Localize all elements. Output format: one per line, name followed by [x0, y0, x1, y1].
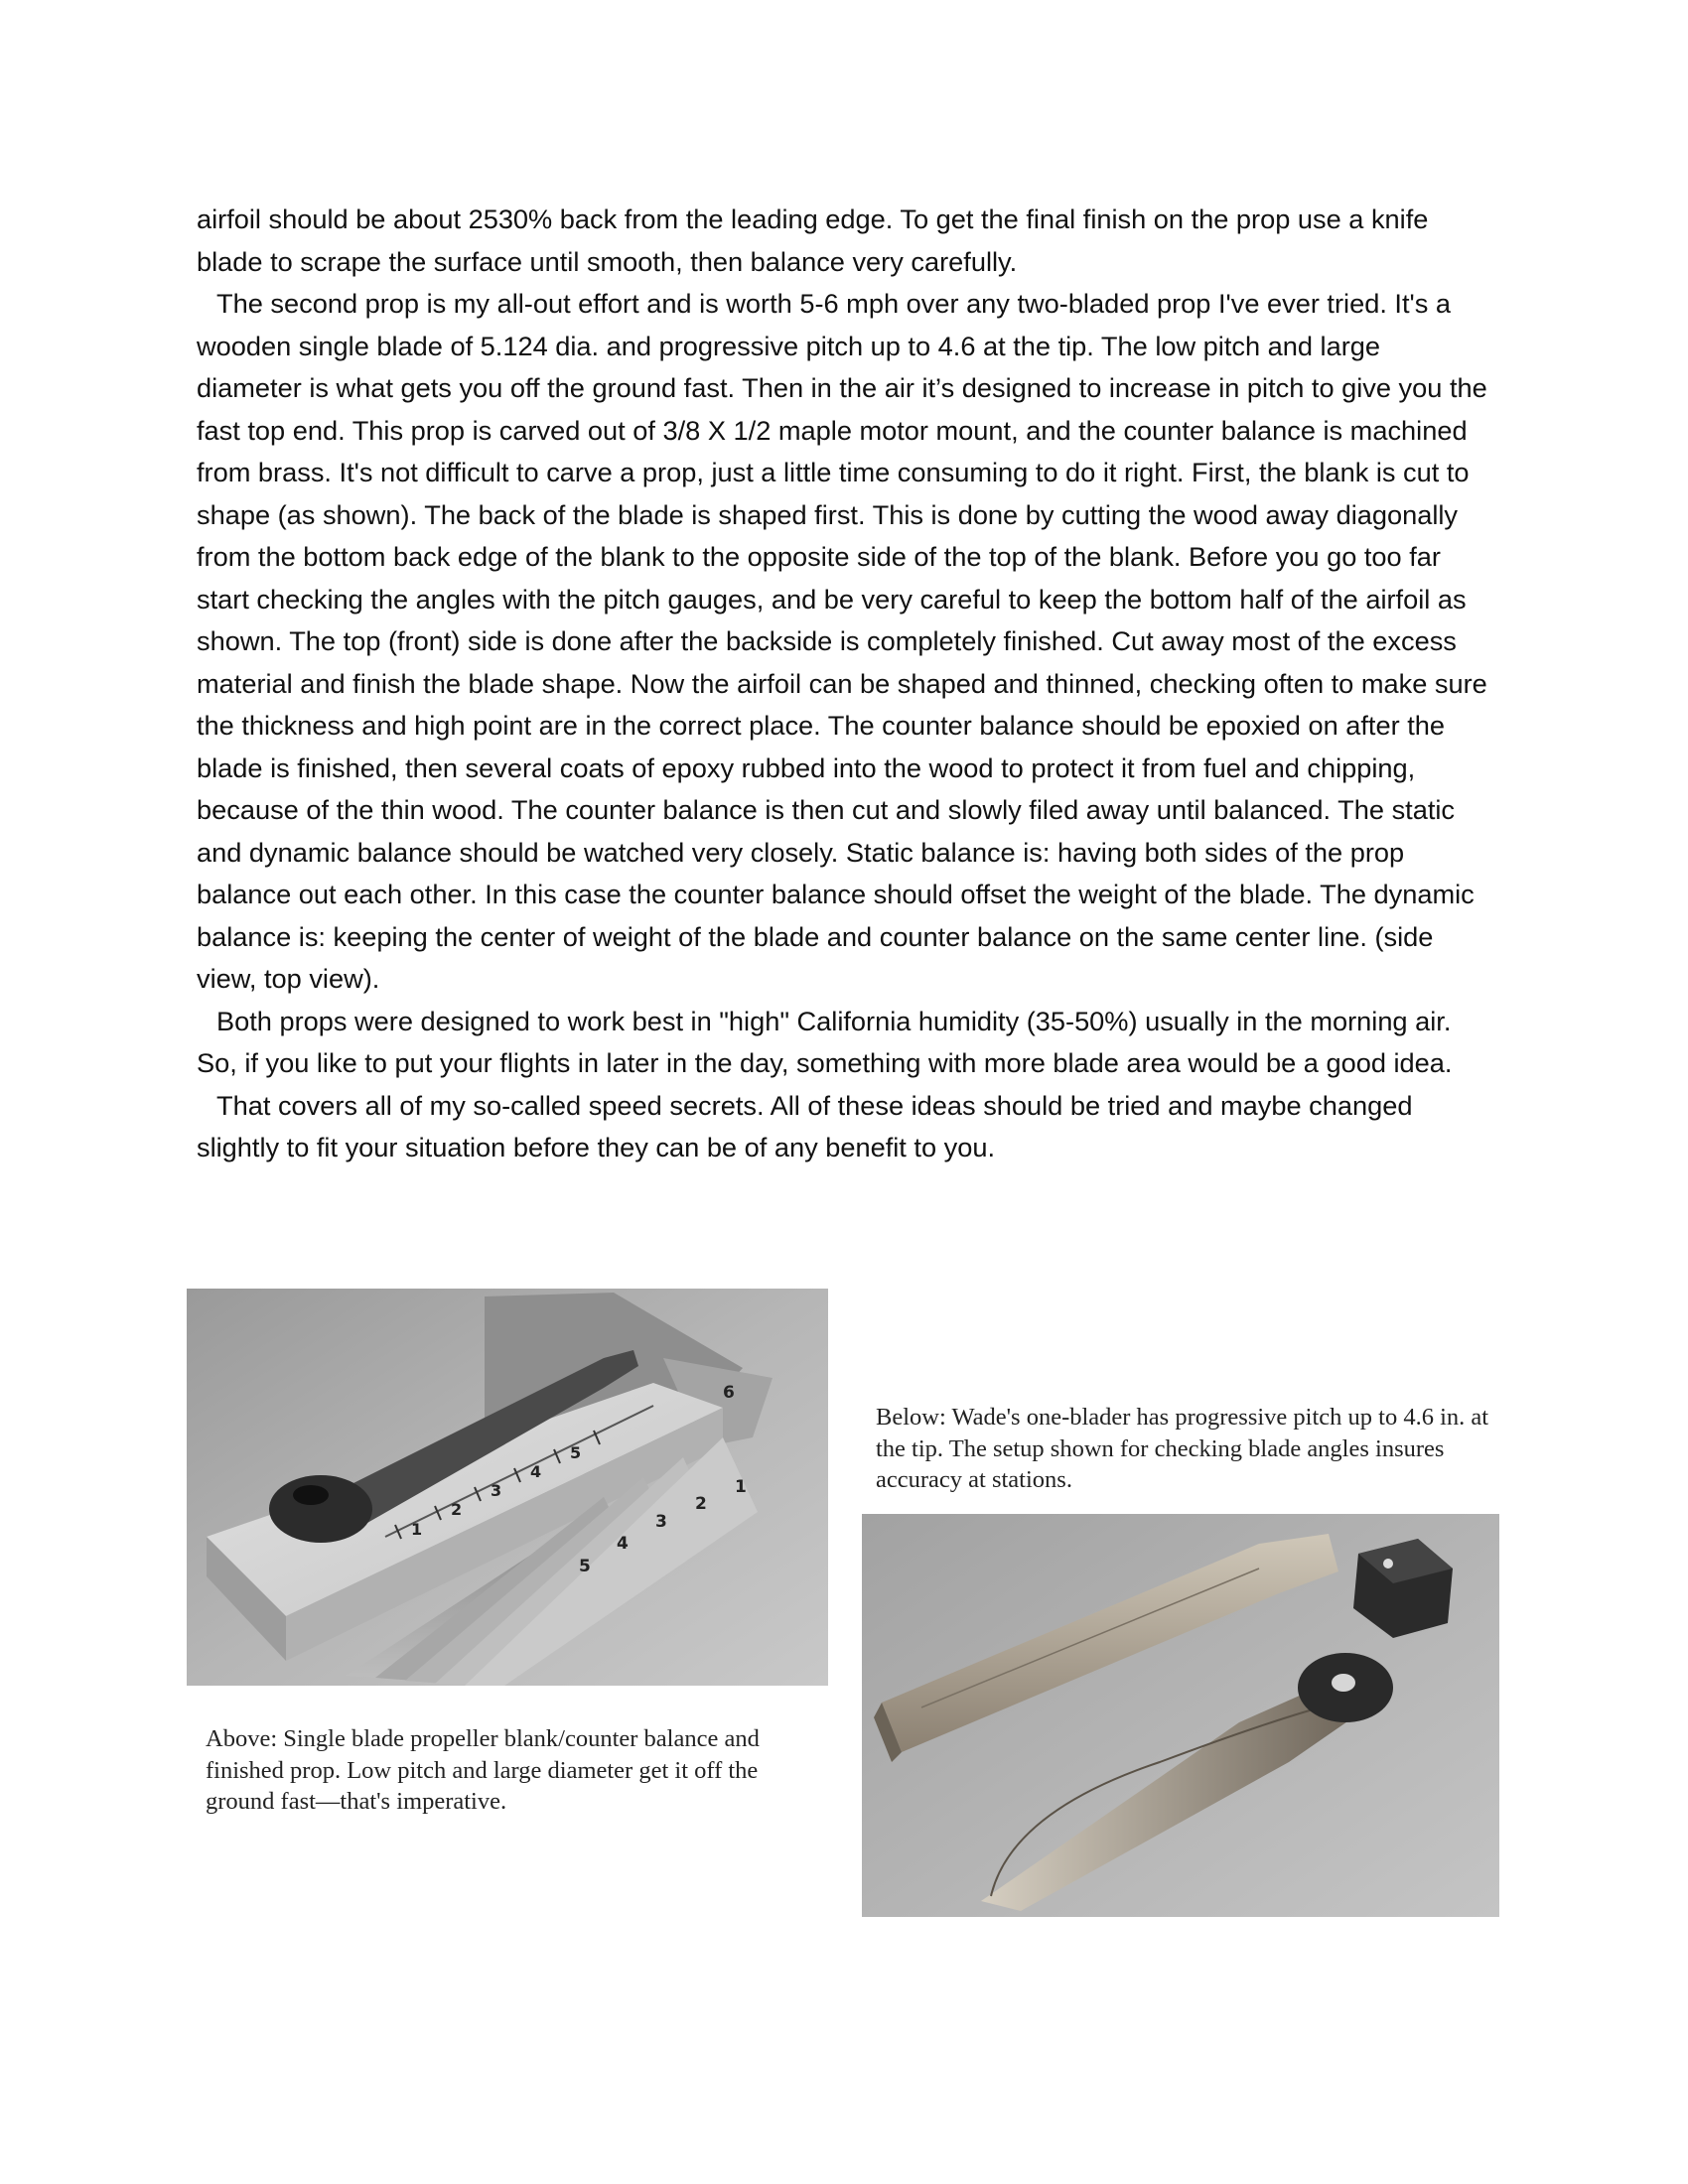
gauge-number: 1 — [735, 1477, 747, 1497]
scale-number: 4 — [530, 1462, 542, 1481]
paragraph: airfoil should be about 2530% back from the leading edge. To get the final finish on the prop use a knife blade to scrape the surface until smooth, then balance very carefully. — [197, 204, 1429, 277]
scale-number: 2 — [451, 1500, 463, 1519]
propeller-photo — [862, 1514, 1499, 1917]
gauge-number: 6 — [723, 1383, 735, 1403]
scale-number: 3 — [491, 1481, 502, 1500]
paragraph: The second prop is my all-out effort and is worth 5-6 mph over any two-bladed prop I've ever tried. It's a wooden single blade of 5.124 dia. and progressive pitch up to 4.6 at the tip. The low pitch and large diameter is what gets you off the ground fast. Then in the air it’s designed to increase in pitch to give you the fast top end. This prop is carved out of 3/8 X 1/2 maple motor mount, and the counter balance is machined from brass. It's not difficult to carve a prop, just a little time consuming to do it right. First, the blank is cut to shape (as shown). The back of the blade is shaped first. This is done by cutting the wood away diagonally from the bottom back edge of the blank to the opposite side of the top of the blank. Before you go too far start checking the angles with the pitch gauges, and be very careful to keep the bottom half of the airfoil as shown. The top (front) side is done after the backside is completely finished. Cut away most of the excess material and finish the blade shape. Now the airfoil can be shaped and thinned, checking often to make sure the thickness and high point are in the correct place. The counter balance should be epoxied on after the blade is finished, then several coats of epoxy rubbed into the wood to protect it from fuel and chipping, because of the thin wood. The counter balance is then cut and slowly filed away until balanced. The static and dynamic balance should be watched very closely. Static balance is: having both sides of the prop balance out each other. In this case the counter balance should offset the weight of the blade. The dynamic balance is: keeping the center of weight of the blade and counter balance on the same center line. (side view, top view). — [197, 288, 1487, 994]
gauge-number: 3 — [655, 1512, 667, 1532]
paragraph: That covers all of my so-called speed secrets. All of these ideas should be tried and maybe changed slightly to fit your situation before they can be of any benefit to you. — [197, 1089, 1413, 1162]
gauge-number: 2 — [695, 1494, 707, 1514]
article-body — [197, 199, 1487, 1169]
caption-right: Below: Wade's one-blader has progressive pitch up to 4.6 in. at the tip. The setup shown for checking blade angles insures accuracy at stations. — [876, 1404, 1489, 1493]
scale-number: 5 — [570, 1443, 582, 1462]
gauge-number: 5 — [579, 1557, 591, 1576]
paragraph: Both props were designed to work best in "high" California humidity (35-50%) usually in the morning air. So, if you like to put your flights in later in the day, something with more blade area would be a good idea. — [197, 1005, 1453, 1078]
caption-left: Above: Single blade propeller blank/counter balance and finished prop. Low pitch and large diameter get it off the ground fast—that's imperative. — [206, 1725, 760, 1815]
pitch-gauge-photo — [187, 1289, 828, 1686]
scale-number: 1 — [411, 1520, 423, 1539]
gauge-number: 4 — [617, 1534, 629, 1554]
